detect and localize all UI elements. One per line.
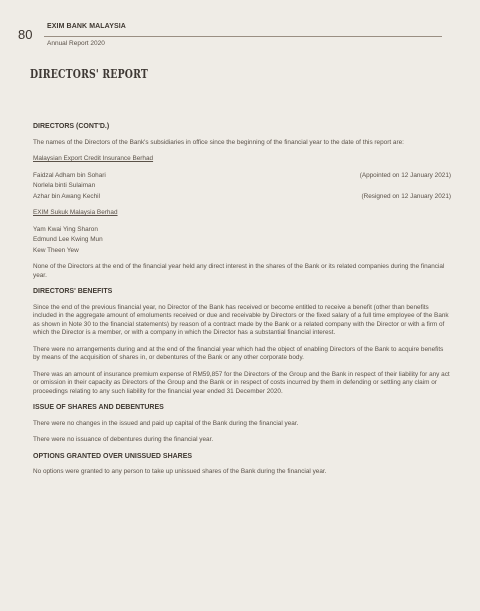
- directors-intro: The names of the Directors of the Bank's subsidiaries in office since the beginning of the financial year to the date of this report are:: [33, 138, 404, 146]
- subsidiary-name: EXIM Sukuk Malaysia Berhad: [33, 209, 118, 216]
- directors-heading: DIRECTORS (CONT'D.): [33, 123, 110, 130]
- director-row: [33, 226, 451, 235]
- director-name: Kew Theen Yew: [33, 246, 79, 254]
- shares-paragraph: There were no changes in the issued and paid up capital of the Bank during the financial year.: [33, 419, 299, 427]
- page-number: 80: [18, 27, 33, 42]
- director-name: Edmund Lee Kwing Mun: [33, 236, 103, 243]
- director-row: [33, 247, 451, 256]
- benefits-paragraph: There were no arrangements during and at the end of the financial year which had the object of enabling Directors of the Bank to acquire benefits by means of the acquisition of shares in, or debentures of the Bank or any other corporate body.: [33, 345, 444, 361]
- subsidiary-name: Malaysian Export Credit Insurance Berhad: [33, 155, 154, 162]
- shares-heading: ISSUE OF SHARES AND DEBENTURES: [33, 404, 164, 411]
- director-note: (Resigned on 12 January 2021): [361, 192, 451, 200]
- bank-name: EXIM BANK MALAYSIA: [47, 23, 126, 30]
- director-row: [33, 172, 451, 181]
- shares-paragraph: There were no issuance of debentures during the financial year.: [33, 436, 214, 443]
- benefits-paragraph: Since the end of the previous financial year, no Director of the Bank has received or become entitled to receive a benefit (other than benefits included in the aggregate amount of emoluments received or due and receivable by Directors or the fixed salary of a full time employee of the Bank as shown in Note 30 to the financial statements) by reason of a contract made by the Bank or a related company with the Director or with a firm of which the Director is a member, or with a company in which the Director has a substantial financial interest.: [33, 303, 449, 336]
- director-row: [33, 236, 451, 245]
- director-list: [33, 172, 451, 202]
- benefits-paragraph: There was an amount of insurance premium expense of RM59,857 for the Directors of the Group and the Bank in respect of their liability for any act or omission in their capacity as Directors of the Group and the Bank or in respect of costs incurred by them in defending or settling any claim or proceedings relating to any such liability for the financial year ended 31 December 2020.: [33, 370, 450, 395]
- header-divider: [44, 36, 442, 37]
- report-name: Annual Report 2020: [47, 40, 105, 47]
- directors-closing: None of the Directors at the end of the financial year held any direct interest in the shares of the Bank or its related companies during the financial year.: [33, 263, 445, 279]
- director-name: Faidzal Adham bin Sohari: [33, 171, 106, 179]
- director-name: Norlela binti Sulaiman: [33, 182, 96, 189]
- director-name: Azhar bin Awang Kechil: [33, 192, 101, 200]
- benefits-heading: DIRECTORS' BENEFITS: [33, 288, 113, 295]
- options-heading: OPTIONS GRANTED OVER UNISSUED SHARES: [33, 452, 193, 460]
- report-body: [33, 123, 451, 485]
- page-title: DIRECTORS' REPORT: [30, 67, 148, 81]
- director-name: Yam Kwai Ying Sharon: [33, 225, 98, 233]
- options-paragraph: No options were granted to any person to take up unissued shares of the Bank during the financial year.: [33, 468, 327, 475]
- director-row: [33, 193, 451, 202]
- director-list: [33, 226, 451, 256]
- director-row: [33, 182, 451, 191]
- director-note: (Appointed on 12 January 2021): [359, 171, 451, 179]
